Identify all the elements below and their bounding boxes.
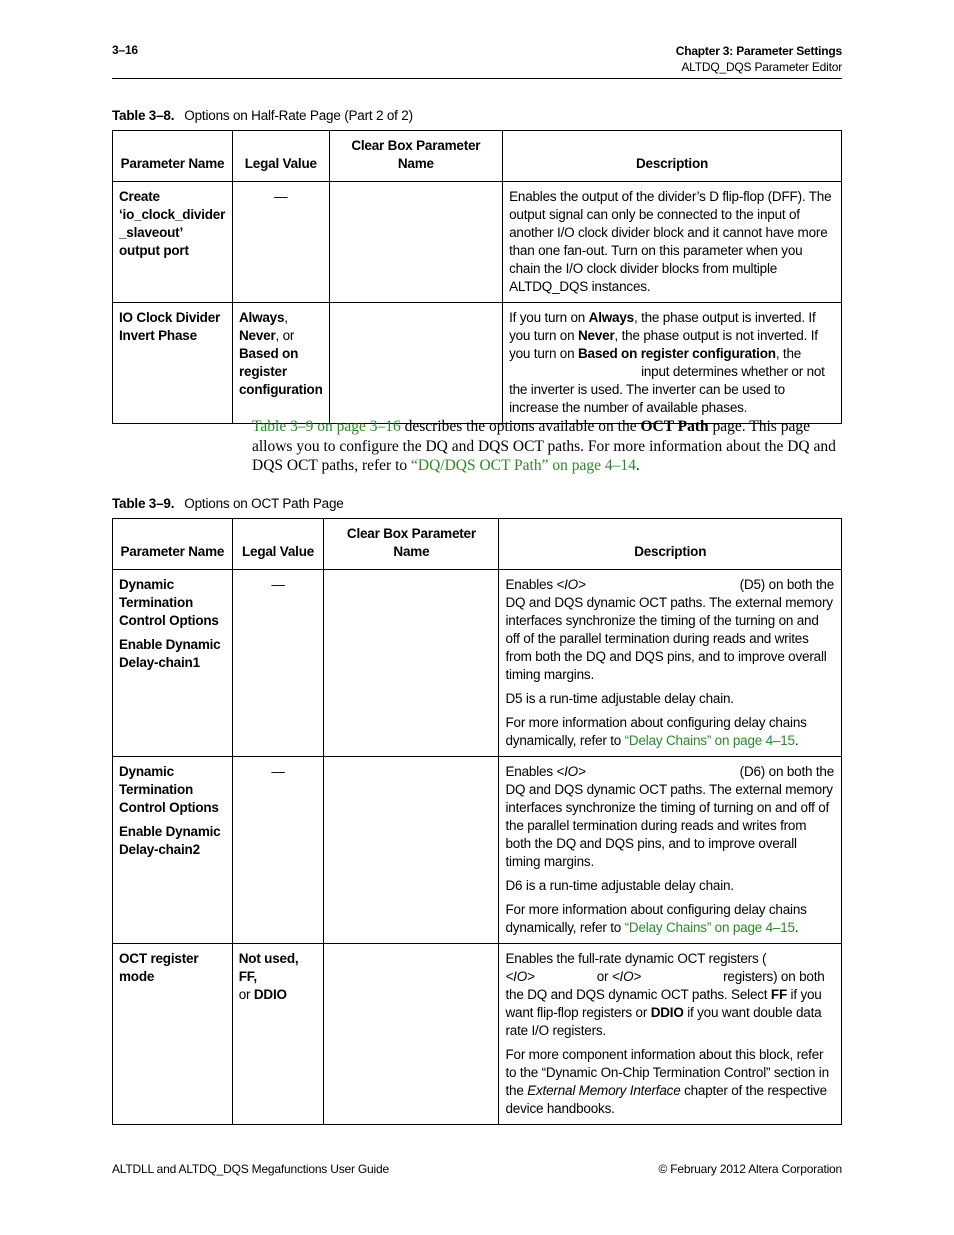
clear-box-cell xyxy=(324,944,499,1125)
table-title: Options on Half-Rate Page (Part 2 of 2) xyxy=(184,108,413,123)
desc-text: (D5) on both the DQ and DQS dynamic OCT paths. The external memory interfaces synchronize the timing of the turning on and off of the parallel termination during reads and writes from both the DQ and DQS pins, and to improve overall timing margins. xyxy=(505,577,835,682)
para-text: . xyxy=(635,457,640,474)
desc-text: For more information about configuring delay chains dynamically, refer to xyxy=(505,715,807,748)
table-row xyxy=(113,570,842,757)
desc-text: if you want double data rate I/O registers. xyxy=(505,1005,822,1038)
chapter-title: Chapter 3: Parameter Settings xyxy=(675,44,842,58)
legal-bold: DDIO xyxy=(253,987,287,1002)
header-parameter-name: Parameter Name xyxy=(113,519,233,570)
table-header-row xyxy=(113,131,842,182)
description-cell: Enables the output of the divider’s D flip-flop (DFF). The output signal can only be connected to the input of another I/O clock divider block and it cannot have more than one fan-out. Turn on this parameter when you chain the I/O clock divider blocks from multiple ALTDQ_DQS instances. xyxy=(503,182,842,303)
desc-text: Enables xyxy=(505,764,557,779)
clear-box-cell xyxy=(324,570,499,757)
legal-never: Never xyxy=(238,328,276,343)
body-paragraph xyxy=(252,417,842,476)
legal-sep: , xyxy=(284,310,288,325)
desc-para xyxy=(505,763,835,871)
table-row xyxy=(113,757,842,944)
footer-guide-title: ALTDLL and ALTDQ_DQS Megafunctions User Guide xyxy=(112,1162,389,1176)
desc-text: For more component information about this block, refer to the “Dynamic On-Chip Termination Control” section in the xyxy=(505,1047,829,1098)
desc-italic: <IO> xyxy=(611,969,642,984)
desc-text: , the phase output is not inverted. If you turn on xyxy=(509,328,818,361)
table-row xyxy=(113,303,842,424)
legal-based: Based on register configuration xyxy=(238,346,323,397)
desc-text: Enables the full-rate dynamic OCT registers ( xyxy=(505,951,767,966)
header-description: Description xyxy=(503,131,842,182)
legal-bold: Not used, FF, xyxy=(238,951,299,984)
clear-box-cell xyxy=(329,303,502,424)
desc-para xyxy=(505,576,835,684)
desc-italic: <IO> xyxy=(556,764,586,779)
desc-bold: Based on register configuration xyxy=(577,346,776,361)
dq-dqs-oct-path-link[interactable]: “DQ/DQS OCT Path” on page 4–14 xyxy=(411,457,636,474)
legal-value-cell xyxy=(232,303,329,424)
legal-always: Always xyxy=(238,310,285,325)
desc-bold: Never xyxy=(577,328,615,343)
table-3-8-caption xyxy=(112,108,413,123)
table-row xyxy=(113,182,842,303)
table-header-row xyxy=(113,519,842,570)
description-cell xyxy=(499,944,842,1125)
desc-text: input determines whether or not the inverter is used. The inverter can be used to increase the number of available phases. xyxy=(509,364,825,415)
desc-italic: <IO> xyxy=(505,969,535,984)
desc-para xyxy=(505,714,835,750)
header-legal-value: Legal Value xyxy=(232,131,329,182)
desc-text: If you turn on xyxy=(509,310,589,325)
legal-text: or xyxy=(238,987,254,1002)
running-header xyxy=(676,43,842,75)
header-rule xyxy=(112,78,842,79)
description-cell xyxy=(503,303,842,424)
desc-text: (D6) on both the DQ and DQS dynamic OCT paths. The external memory interfaces synchronize the timing of turning on and off of the parallel termination during reads and writes from both the DQ and DQS pins, and to improve overall timing margins. xyxy=(505,764,835,869)
legal-sep: , or xyxy=(275,328,295,343)
desc-para: D6 is a run-time adjustable delay chain. xyxy=(505,878,734,893)
description-cell xyxy=(499,570,842,757)
parameter-name-cell xyxy=(113,570,233,757)
desc-text: if you want flip-flop registers or xyxy=(505,987,822,1020)
desc-para xyxy=(505,1046,835,1118)
table-3-8 xyxy=(112,130,842,424)
desc-text: chapter of the respective device handbooks. xyxy=(505,1083,827,1116)
desc-text: . xyxy=(794,920,799,935)
header-legal-value: Legal Value xyxy=(232,519,324,570)
delay-chains-link[interactable]: “Delay Chains” on page 4–15 xyxy=(624,733,795,748)
header-clear-box: Clear Box Parameter Name xyxy=(329,131,502,182)
para-text: describes the options available on the xyxy=(400,418,641,435)
desc-text: , the phase output is inverted. If you turn on xyxy=(509,310,816,343)
parameter-name-cell: IO Clock Divider Invert Phase xyxy=(113,303,233,424)
parameter-name-cell: Create ‘io_clock_divider _slaveout’ output port xyxy=(113,182,233,303)
description-cell xyxy=(499,757,842,944)
page-number: 3–16 xyxy=(112,43,138,57)
header-description: Description xyxy=(499,519,842,570)
desc-italic: <IO> xyxy=(556,577,586,592)
parameter-name-cell xyxy=(113,757,233,944)
table-3-9 xyxy=(112,518,842,1125)
param-line: Enable Dynamic Delay-chain1 xyxy=(119,637,221,670)
parameter-name-cell: OCT register mode xyxy=(113,944,233,1125)
param-line: Dynamic Termination Control Options xyxy=(119,577,219,628)
header-clear-box: Clear Box Parameter Name xyxy=(324,519,499,570)
desc-bold: Always xyxy=(588,310,634,325)
para-text: page. This page allows you to configure the DQ and DQS OCT paths. For more information about the DQ and DQS OCT paths, refer to xyxy=(252,418,836,474)
table-3-9-link[interactable]: Table 3–9 on page 3–16 xyxy=(252,418,401,435)
desc-para: D5 is a run-time adjustable delay chain. xyxy=(505,691,734,706)
clear-box-cell xyxy=(329,182,502,303)
table-3-9-caption xyxy=(112,496,344,511)
para-bold: OCT Path xyxy=(640,418,709,435)
desc-text: . xyxy=(794,733,799,748)
legal-value-cell: — xyxy=(232,570,324,757)
legal-value-cell xyxy=(232,944,324,1125)
delay-chains-link[interactable]: “Delay Chains” on page 4–15 xyxy=(624,920,795,935)
param-line: Dynamic Termination Control Options xyxy=(119,764,219,815)
desc-italic: External Memory Interface xyxy=(527,1083,681,1098)
desc-text: , the xyxy=(775,346,802,361)
desc-para xyxy=(505,901,835,937)
legal-value-cell: — xyxy=(232,757,324,944)
desc-bold: DDIO xyxy=(650,1005,684,1020)
desc-text: For more information about configuring delay chains dynamically, refer to xyxy=(505,902,807,935)
desc-text: Enables xyxy=(505,577,557,592)
table-label: Table 3–9. xyxy=(112,496,175,511)
clear-box-cell xyxy=(324,757,499,944)
param-line: Enable Dynamic Delay-chain2 xyxy=(119,824,221,857)
table-title: Options on OCT Path Page xyxy=(184,496,344,511)
legal-value-cell: — xyxy=(232,182,329,303)
table-label: Table 3–8. xyxy=(112,108,175,123)
section-title: ALTDQ_DQS Parameter Editor xyxy=(681,60,842,74)
table-row xyxy=(113,944,842,1125)
desc-para xyxy=(505,950,835,1040)
footer-copyright: © February 2012 Altera Corporation xyxy=(658,1162,842,1176)
desc-text: or xyxy=(596,969,612,984)
desc-text: registers) on both the DQ and DQS dynamic OCT paths. Select xyxy=(505,969,825,1002)
desc-bold: FF xyxy=(770,987,787,1002)
header-parameter-name: Parameter Name xyxy=(113,131,233,182)
